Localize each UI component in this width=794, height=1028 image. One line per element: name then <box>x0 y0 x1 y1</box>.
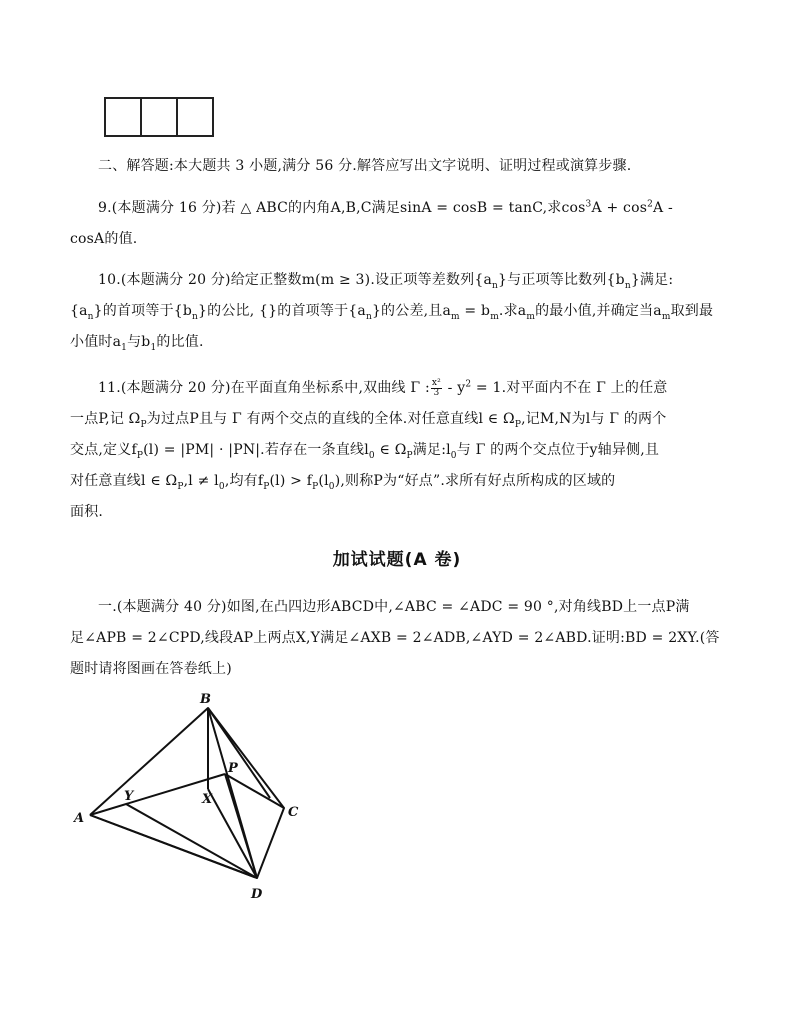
section2-heading: 二、解答题:本大题共 3 小题,满分 56 分.解答应写出文字说明、证明过程或演算步骤. <box>98 158 632 174</box>
answer-cell <box>178 99 212 135</box>
section-title-a: 加试试题(A 卷) <box>332 550 462 570</box>
label-c: C <box>288 805 299 820</box>
label-d: D <box>251 887 263 902</box>
geometry-figure <box>60 690 320 905</box>
fraction-x2-over-3: $\frac{\text{x²}}{3}$ <box>431 377 441 398</box>
label-b: B <box>200 692 211 707</box>
question-11: 11.(本题满分 20 分)在平面直角坐标系中,双曲线 Γ : $\frac{\text{x²}}{3}$ - $y^2 = 1$.对平面内不在 Γ 上的任意 一点P,记 $\Omega_P$为过点P且与 Γ 有两个交点的直线的全体.对任意直线l ∈ $\Omega_P$,记M,N为l与 Γ 的两个 交点,定义$f_P(l) = |PM| \cdot |PN|$.若存在一条直线$l_0$ ∈ $\Omega_P$满足$:l_0$与 Γ 的两个交点位于y轴异侧,且 对任意直线l ∈ $\Omega_P,l \ne l_0$,均有$f_P(l) > f_P(l_0)$,则称P为“好点”.求所有好点所构成的区域的 面积. <box>70 377 668 520</box>
answer-cell <box>142 99 178 135</box>
label-a: A <box>74 811 85 826</box>
question-10: 10.(本题满分 20 分)给定正整数m(m ≥ 3).设正项等差数列$\{a_n\}$与正项等比数列$\{b_n\}$满足: $\{a_n\}$的首项等于$\{b_n\}$的公比, {}的首项等于$\{a_n\}$的公差,且$a_m = b_m$.求$a_m$的最小值,并确定当$a_m$取到最 小值时$a_1$与$b_1$的比值. <box>70 272 714 353</box>
answer-cell <box>106 99 142 135</box>
question-a1: 一.(本题满分 40 分)如图,在凸四边形ABCD中,∠ABC = ∠ADC = 90 °,对角线BD上一点P满 足∠APB = 2∠CPD,线段AP上两点X,Y满足∠AXB = 2∠ADB,∠AYD = 2∠ABD.证明:BD = 2XY.(答 题时请将图画在答卷纸上) <box>70 599 720 677</box>
question-9: 9.(本题满分 16 分)若 △ ABC的内角A,B,C满足sinA = cosB = tanC,求$\cos^3A + \cos^2A$ - cosA的值. <box>70 199 673 247</box>
label-p: P <box>228 761 238 776</box>
answer-grid <box>104 97 214 137</box>
segment-ad <box>90 815 257 878</box>
label-y: Y <box>124 789 134 804</box>
segment-b-inner <box>208 708 270 798</box>
label-x: X <box>202 792 213 807</box>
